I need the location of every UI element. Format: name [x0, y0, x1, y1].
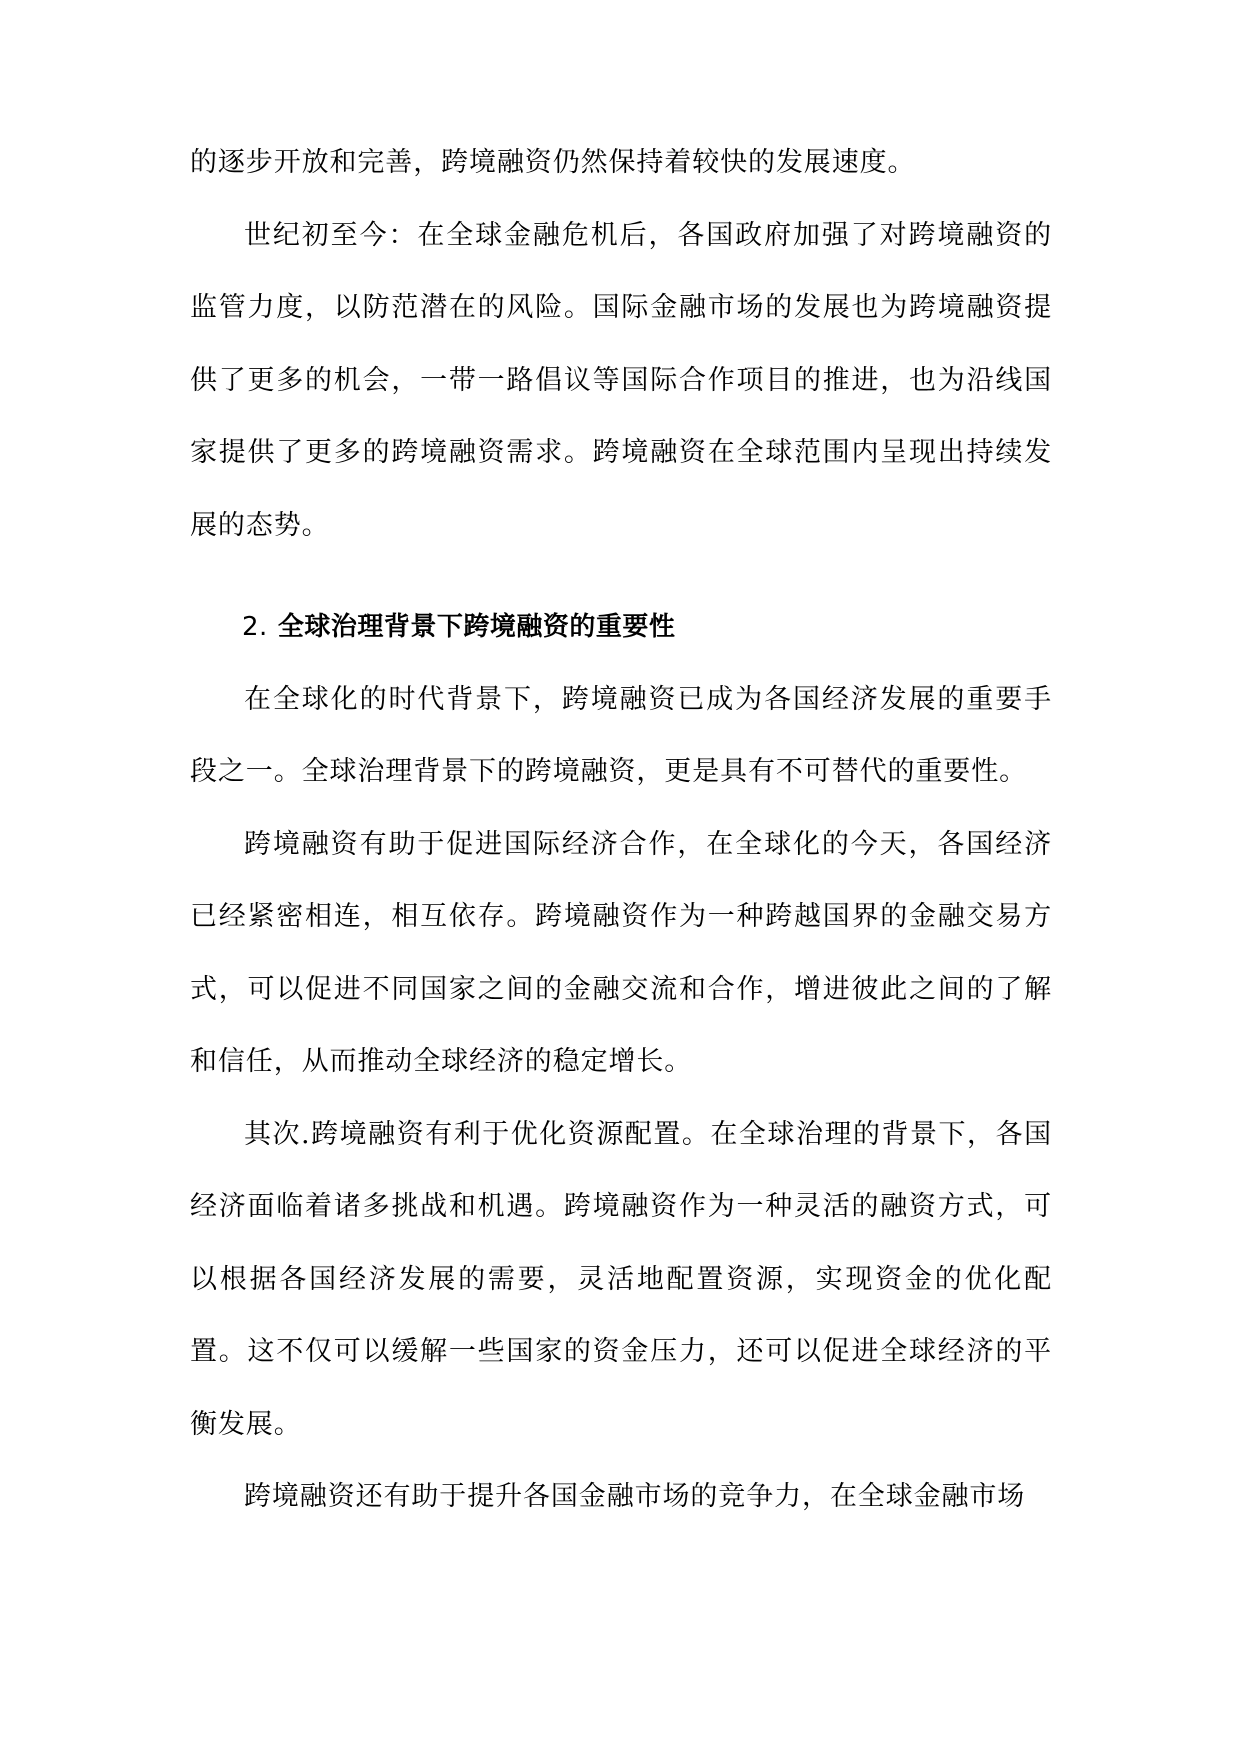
section-title: 全球治理背景下跨境融资的重要性 [277, 612, 676, 642]
document-page [190, 127, 1052, 1534]
paragraph-cooperation: 跨境融资有助于促进国际经济合作，在全球化的今天，各国经济已经紧密相连，相互依存。跨境融资作为一种跨越国界的金融交易方式，可以促进不同国家之间的金融交流和合作，增进彼此之间的了解和信任，从而推动全球经济的稳定增长。 [190, 828, 1052, 1077]
paragraph-continuation: 的逐步开放和完善，跨境融资仍然保持着较快的发展速度。 [190, 147, 916, 178]
paragraph-competitiveness: 跨境融资还有助于提升各国金融市场的竞争力，在全球金融市场 [244, 1481, 1026, 1512]
section-number: 2. [242, 612, 268, 642]
paragraph-intro: 在全球化的时代背景下，跨境融资已成为各国经济发展的重要手段之一。全球治理背景下的跨境融资，更是具有不可替代的重要性。 [190, 683, 1052, 787]
paragraph-resource-allocation: 其次.跨境融资有利于优化资源配置。在全球治理的背景下，各国经济面临着诸多挑战和机遇。跨境融资作为一种灵活的融资方式，可以根据各国经济发展的需要，灵活地配置资源，实现资金的优化配置。这不仅可以缓解一些国家的资金压力，还可以促进全球经济的平衡发展。 [190, 1118, 1052, 1440]
paragraph-early-century: 世纪初至今：在全球金融危机后，各国政府加强了对跨境融资的监管力度，以防范潜在的风险。国际金融市场的发展也为跨境融资提供了更多的机会，一带一路倡议等国际合作项目的推进，也为沿线国家提供了更多的跨境融资需求。跨境融资在全球范围内呈现出持续发展的态势。 [190, 219, 1052, 541]
section-heading [190, 591, 1052, 664]
